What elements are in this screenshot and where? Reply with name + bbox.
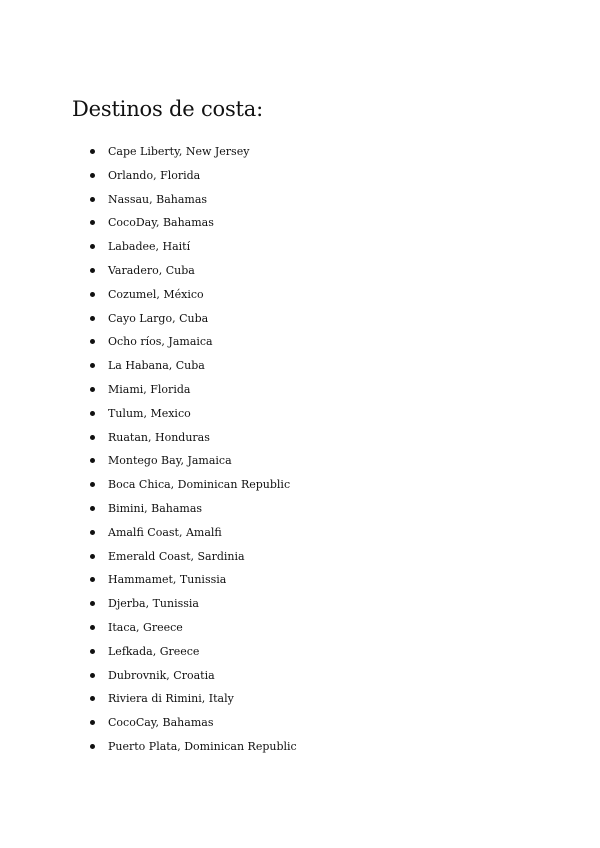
list-item-text: Nassau, Bahamas bbox=[108, 192, 208, 206]
bullet-icon bbox=[90, 673, 95, 678]
list-item-text: Emerald Coast, Sardinia bbox=[108, 549, 245, 563]
list-item-text: Dubrovnik, Croatia bbox=[108, 668, 215, 682]
list-item-text: Varadero, Cuba bbox=[108, 263, 195, 277]
list-item-text: Hammamet, Tunissia bbox=[108, 573, 227, 587]
bullet-icon bbox=[90, 244, 95, 249]
list-item-text: Ocho ríos, Jamaica bbox=[108, 335, 213, 349]
list-item-text: Itaca, Greece bbox=[108, 620, 183, 634]
bullet-icon bbox=[90, 696, 95, 701]
list-item-text: Bimini, Bahamas bbox=[108, 501, 203, 515]
bullet-icon bbox=[90, 268, 95, 273]
bullet-icon bbox=[90, 506, 95, 511]
bullet-icon bbox=[90, 316, 95, 321]
bullet-icon bbox=[90, 530, 95, 535]
list-item-text: Montego Bay, Jamaica bbox=[108, 454, 232, 468]
list-item-text: Orlando, Florida bbox=[108, 168, 201, 182]
bullet-icon bbox=[90, 197, 95, 202]
bullet-icon bbox=[90, 339, 95, 344]
bullet-icon bbox=[90, 577, 95, 582]
bullet-icon bbox=[90, 720, 95, 725]
list-item-text: Labadee, Haití bbox=[108, 240, 191, 254]
list-item-text: CocoDay, Bahamas bbox=[108, 216, 214, 230]
bullet-icon bbox=[90, 744, 95, 749]
list-item-text: Cayo Largo, Cuba bbox=[108, 311, 209, 325]
bullet-icon bbox=[90, 458, 95, 463]
bullet-icon bbox=[90, 363, 95, 368]
list-item-text: Boca Chica, Dominican Republic bbox=[108, 478, 291, 492]
bullet-icon bbox=[90, 411, 95, 416]
bullet-icon bbox=[90, 387, 95, 392]
list-item-text: Djerba, Tunissia bbox=[108, 597, 199, 611]
bullet-icon bbox=[90, 649, 95, 654]
list-item-text: Amalfi Coast, Amalfi bbox=[108, 525, 222, 539]
list-item-text: Cape Liberty, New Jersey bbox=[108, 145, 250, 158]
bullet-icon bbox=[90, 482, 95, 487]
list-item-text: Tulum, Mexico bbox=[108, 406, 191, 420]
bullet-icon bbox=[90, 554, 95, 559]
list-item-text: La Habana, Cuba bbox=[108, 359, 205, 373]
bullet-icon bbox=[90, 435, 95, 440]
bullet-icon bbox=[90, 149, 95, 154]
list-item-text: Ruatan, Honduras bbox=[108, 430, 210, 444]
bullet-icon bbox=[90, 220, 95, 225]
list-item-text: Puerto Plata, Dominican Republic bbox=[108, 739, 297, 753]
page-title: Destinos de costa: bbox=[72, 97, 263, 121]
list-item-text: Riviera di Rimini, Italy bbox=[108, 692, 234, 706]
list-item-text: Miami, Florida bbox=[108, 382, 191, 396]
list-item-text: Cozumel, México bbox=[108, 287, 204, 301]
list-item-text: Lefkada, Greece bbox=[108, 644, 200, 658]
bullet-icon bbox=[90, 625, 95, 630]
bullet-icon bbox=[90, 292, 95, 297]
bullet-icon bbox=[90, 173, 95, 178]
list-item-text: CocoCay, Bahamas bbox=[108, 716, 214, 730]
bullet-icon bbox=[90, 601, 95, 606]
